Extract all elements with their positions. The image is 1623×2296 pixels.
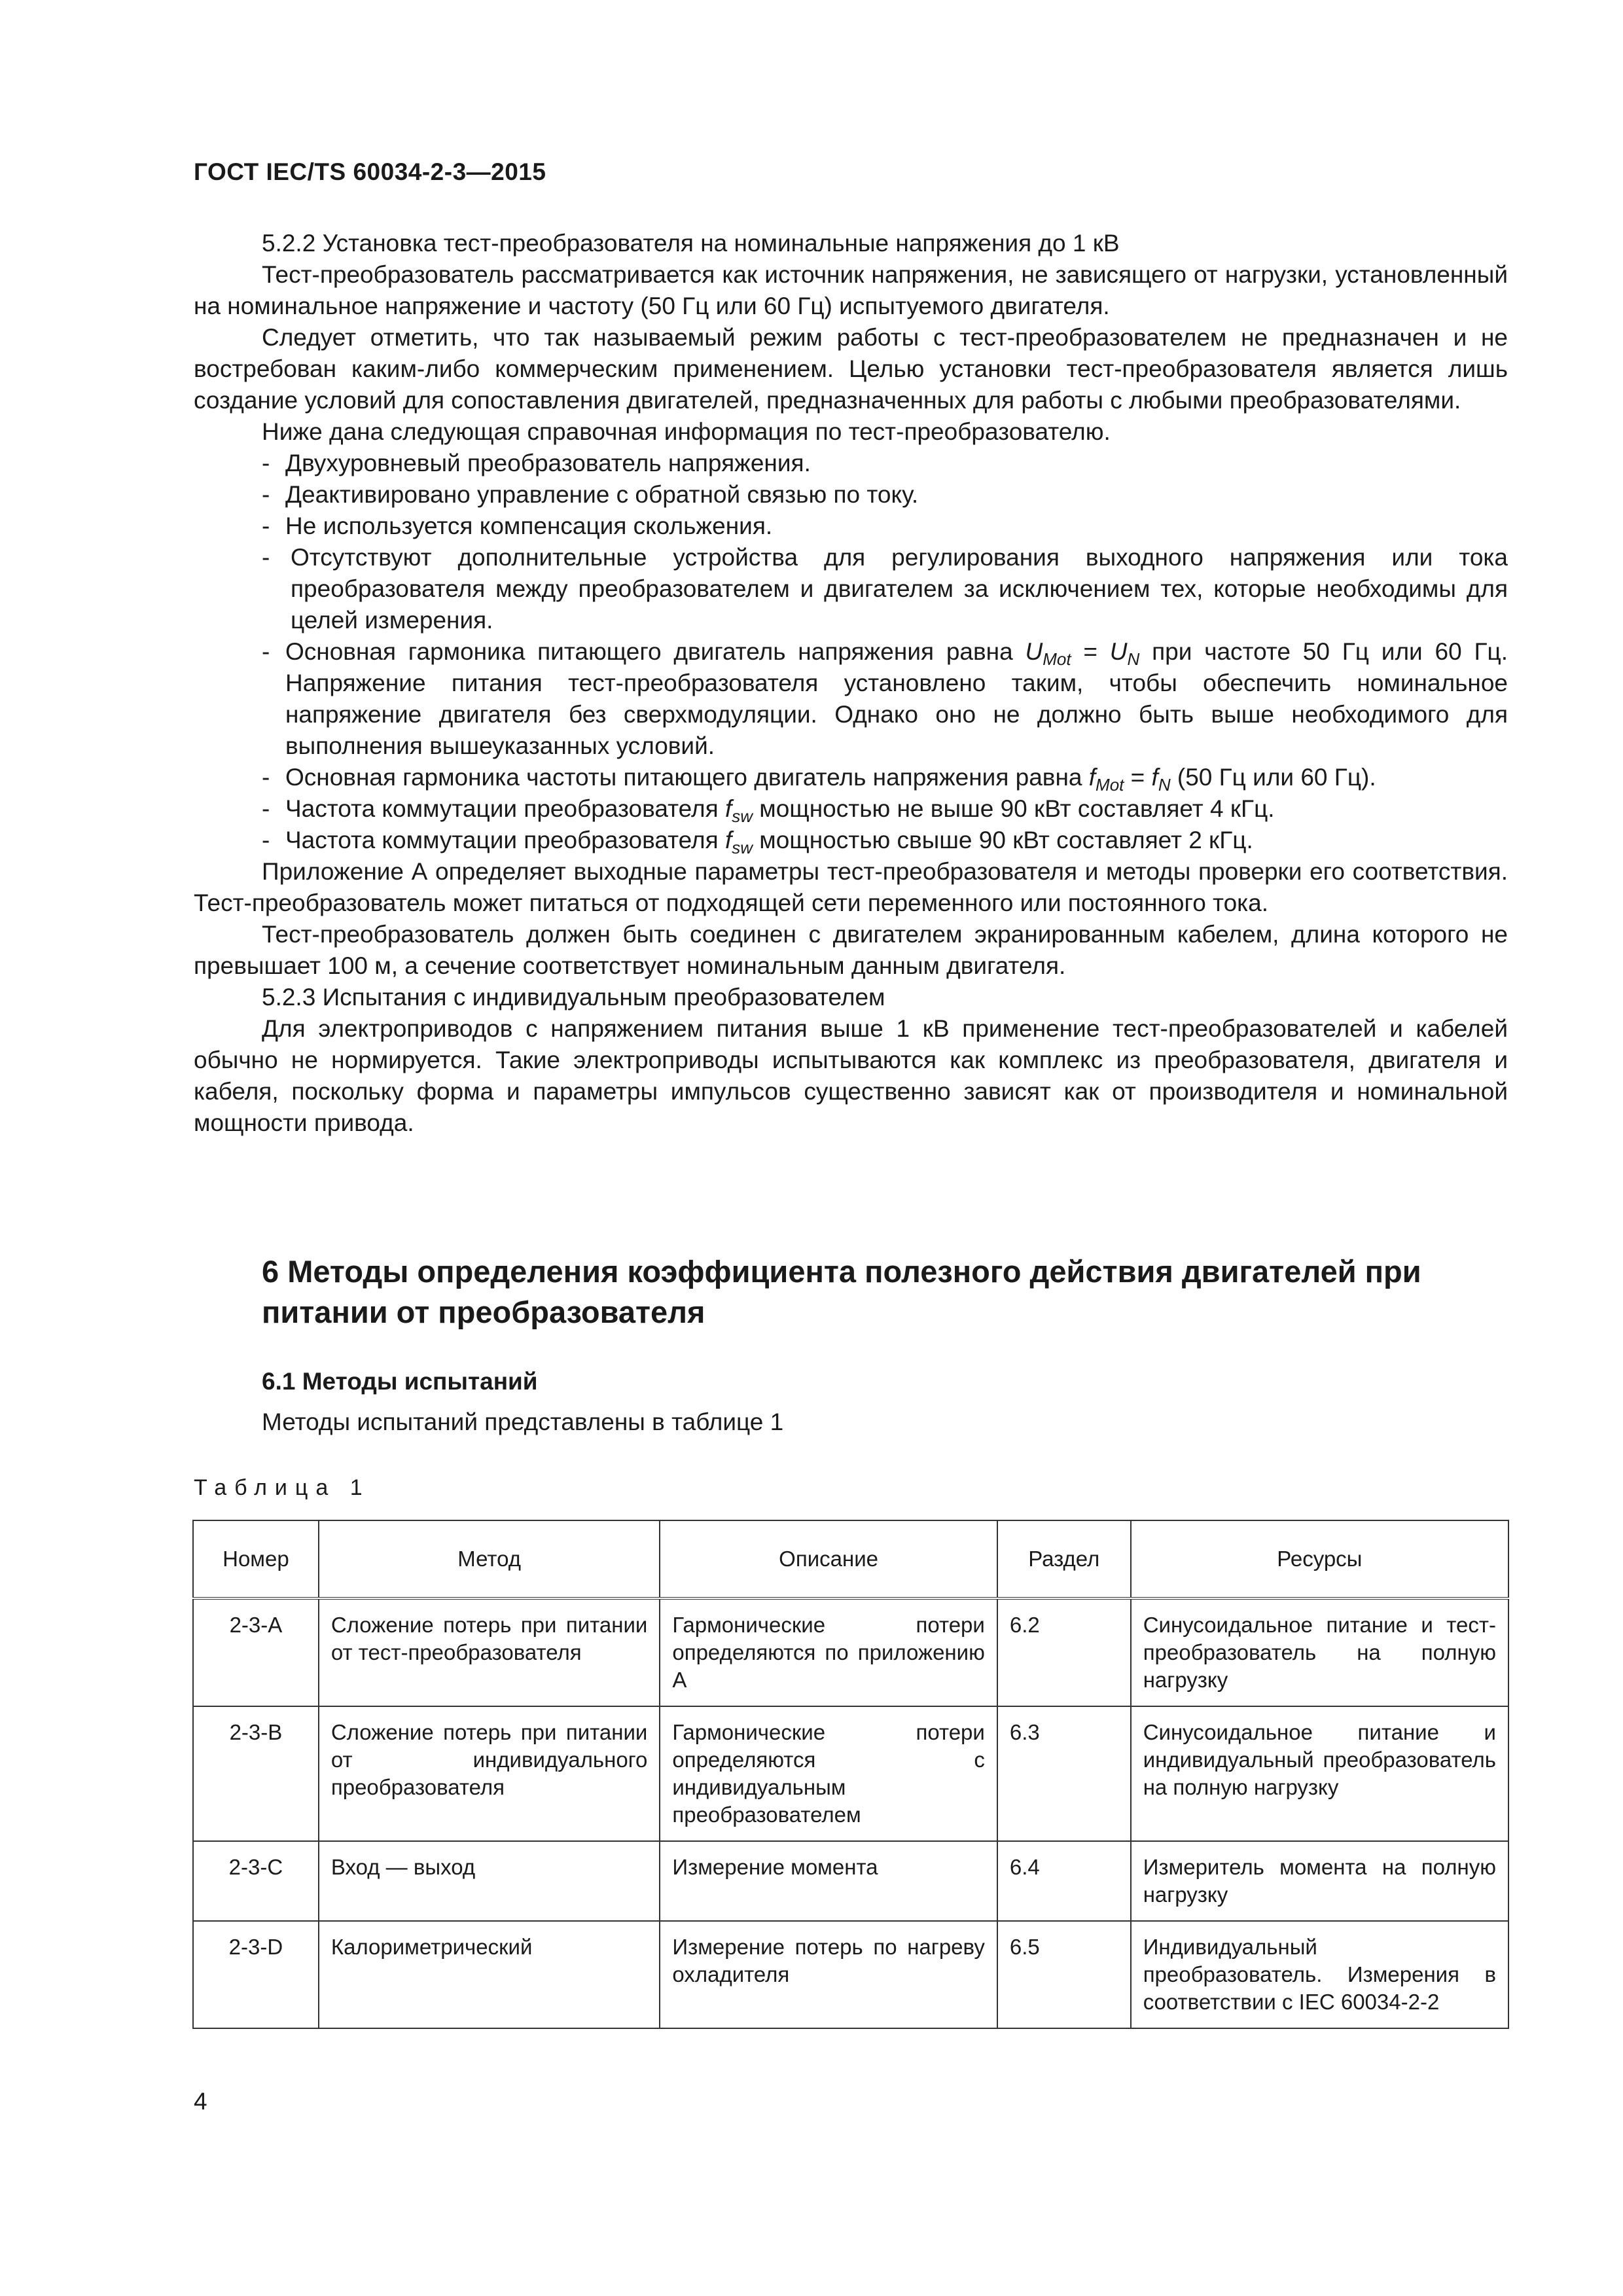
- list-item: [194, 825, 1508, 856]
- cell-number: 2-3-A: [193, 1598, 319, 1706]
- list-item-text: Частота коммутации преобразователя: [285, 827, 725, 853]
- math-subscript: N: [1127, 649, 1140, 669]
- paragraph: Для электроприводов с напряжением питания выше 1 кВ применение тест-преобразователей и кабелей обычно не нормируется. Такие электроприводы испытываются как комплекс из преобразователя, двигателя и кабеля, поскольку форма и параметры импульсов существенно зависят как от производителя и номинальной мощности привода.: [194, 1015, 1508, 1136]
- paragraph: Приложение А определяет выходные параметры тест-преобразователя и методы проверки его соответствия. Тест-преобразователь может питаться от подходящей сети переменного или постоянного тока.: [194, 858, 1508, 916]
- clause-5-2-2-heading: 5.2.2 Установка тест-преобразователя на номинальные напряжения до 1 кВ: [262, 230, 1120, 257]
- column-header-method: Метод: [319, 1520, 660, 1598]
- bullet-mark: -: [262, 450, 270, 476]
- cell-section: 6.5: [997, 1921, 1131, 2028]
- cell-resources: Индивидуальный преобразователь. Измерения в соответствии с IEC 60034-2-2: [1131, 1921, 1508, 2028]
- math-symbol: f: [1088, 764, 1096, 791]
- column-header-description: Описание: [660, 1520, 997, 1598]
- list-item-text: Основная гармоника питающего двигатель напряжения равна: [285, 638, 1026, 665]
- cell-section: 6.2: [997, 1598, 1131, 1706]
- cell-method: Сложение потерь при питании от индивидуального преобразователя: [319, 1706, 660, 1841]
- bullet-mark: -: [262, 638, 270, 665]
- list-item: [194, 542, 1508, 636]
- cell-description: Измерение потерь по нагреву охладителя: [660, 1921, 997, 2028]
- list-item-text: мощностью свыше 90 кВт составляет 2 кГц.: [753, 827, 1253, 853]
- cell-description: Гармонические потери определяются с индивидуальным преобразователем: [660, 1706, 997, 1841]
- list-item-text: Двухуровневый преобразователь напряжения.: [285, 450, 811, 476]
- math-operator: =: [1124, 764, 1152, 791]
- paragraph: Тест-преобразователь должен быть соединен с двигателем экранированным кабелем, длина которого не превышает 100 м, а сечение соответствует номинальным данным двигателя.: [194, 921, 1508, 979]
- cell-description: Измерение момента: [660, 1841, 997, 1921]
- math-subscript: sw: [732, 806, 753, 826]
- paragraph: Ниже дана следующая справочная информация по тест-преобразователю.: [262, 418, 1111, 445]
- column-header-number: Номер: [193, 1520, 319, 1598]
- column-header-resources: Ресурсы: [1131, 1520, 1508, 1598]
- list-item-text: Деактивировано управление с обратной связью по току.: [285, 481, 919, 508]
- list-item-text: при частоте 50 Гц или 60 Гц. Напряжение питания тест-преобразователя установлено таким, чтобы обеспечить номинальное напряжение двигателя без сверхмодуляции. Однако оно не должно быть выше необходимого для выполнения вышеуказанных условий.: [285, 638, 1508, 759]
- list-item: [194, 636, 1508, 762]
- bullet-mark: -: [262, 481, 270, 508]
- table-row: [193, 1706, 1508, 1841]
- math-symbol: U: [1109, 638, 1128, 665]
- page-number: 4: [194, 2088, 207, 2115]
- list-item-text: Не используется компенсация скольжения.: [285, 512, 773, 539]
- math-subscript: Mot: [1043, 649, 1071, 669]
- list-item: [194, 479, 1508, 511]
- math-symbol: U: [1025, 638, 1043, 665]
- list-item-text: Отсутствуют дополнительные устройства для регулирования выходного напряжения или тока преобразователя между преобразователем и двигателем за исключением тех, которые необходимы для целей измерения.: [291, 544, 1508, 634]
- bullet-mark: -: [262, 512, 270, 539]
- clause-5-2-3-heading: 5.2.3 Испытания с индивидуальным преобразователем: [262, 984, 885, 1011]
- cell-number: 2-3-D: [193, 1921, 319, 2028]
- cell-method: Вход — выход: [319, 1841, 660, 1921]
- table-row: [193, 1921, 1508, 2028]
- cell-method: Сложение потерь при питании от тест-преобразователя: [319, 1598, 660, 1706]
- section-6-title: 6 Методы определения коэффициента полезного действия двигателей при питании от преобразователя: [262, 1254, 1421, 1329]
- cell-resources: Синусоидальное питание и индивидуальный преобразователь на полную нагрузку: [1131, 1706, 1508, 1841]
- cell-resources: Синусоидальное питание и тест-преобразователь на полную нагрузку: [1131, 1598, 1508, 1706]
- cell-section: 6.4: [997, 1841, 1131, 1921]
- list-item: [194, 511, 1508, 542]
- cell-method: Калориметрический: [319, 1921, 660, 2028]
- bullet-mark: -: [262, 795, 270, 822]
- cell-resources: Измеритель момента на полную нагрузку: [1131, 1841, 1508, 1921]
- math-subscript: N: [1158, 775, 1171, 795]
- list-item-text: (50 Гц или 60 Гц).: [1170, 764, 1376, 791]
- cell-number: 2-3-C: [193, 1841, 319, 1921]
- body-text: [194, 228, 1508, 1139]
- bullet-mark: -: [262, 544, 270, 571]
- table-row: [193, 1841, 1508, 1921]
- paragraph: Тест-преобразователь рассматривается как источник напряжения, не зависящего от нагрузки, установленный на номинальное напряжение и частоту (50 Гц или 60 Гц) испытуемого двигателя.: [194, 261, 1508, 319]
- bullet-mark: -: [262, 827, 270, 853]
- list-item: [194, 793, 1508, 825]
- math-subscript: Mot: [1096, 775, 1124, 795]
- math-symbol: f: [1151, 764, 1158, 791]
- bullet-mark: -: [262, 764, 270, 791]
- math-subscript: sw: [732, 838, 753, 857]
- list-item-text: Основная гармоника частоты питающего двигатель напряжения равна: [285, 764, 1089, 791]
- list-item: [194, 448, 1508, 479]
- cell-number: 2-3-B: [193, 1706, 319, 1841]
- math-symbol: f: [724, 795, 732, 822]
- table-header-row: [193, 1520, 1508, 1598]
- paragraph: Следует отметить, что так называемый режим работы с тест-преобразователем не предназначен и не востребован каким-либо коммерческим применением. Целью установки тест-преобразователя является лишь создание условий для сопоставления двигателей, предназначенных для работы с любыми преобразователями.: [194, 324, 1508, 414]
- math-symbol: f: [724, 827, 732, 853]
- cell-description: Гармонические потери определяются по приложению A: [660, 1598, 997, 1706]
- cell-section: 6.3: [997, 1706, 1131, 1841]
- document-header: ГОСТ IEC/TS 60034-2-3—2015: [194, 158, 546, 185]
- section-intro: Методы испытаний представлены в таблице 1: [262, 1408, 784, 1435]
- list-item: [194, 762, 1508, 793]
- table-row: [193, 1598, 1508, 1706]
- table-caption: Таблица 1: [194, 1475, 370, 1500]
- list-item-text: Частота коммутации преобразователя: [285, 795, 725, 822]
- methods-table: [192, 1520, 1509, 2029]
- column-header-section: Раздел: [997, 1520, 1131, 1598]
- list-item-text: мощностью не выше 90 кВт составляет 4 кГц.: [753, 795, 1275, 822]
- math-operator: =: [1071, 638, 1110, 665]
- subsection-6-1-title: 6.1 Методы испытаний: [262, 1368, 538, 1395]
